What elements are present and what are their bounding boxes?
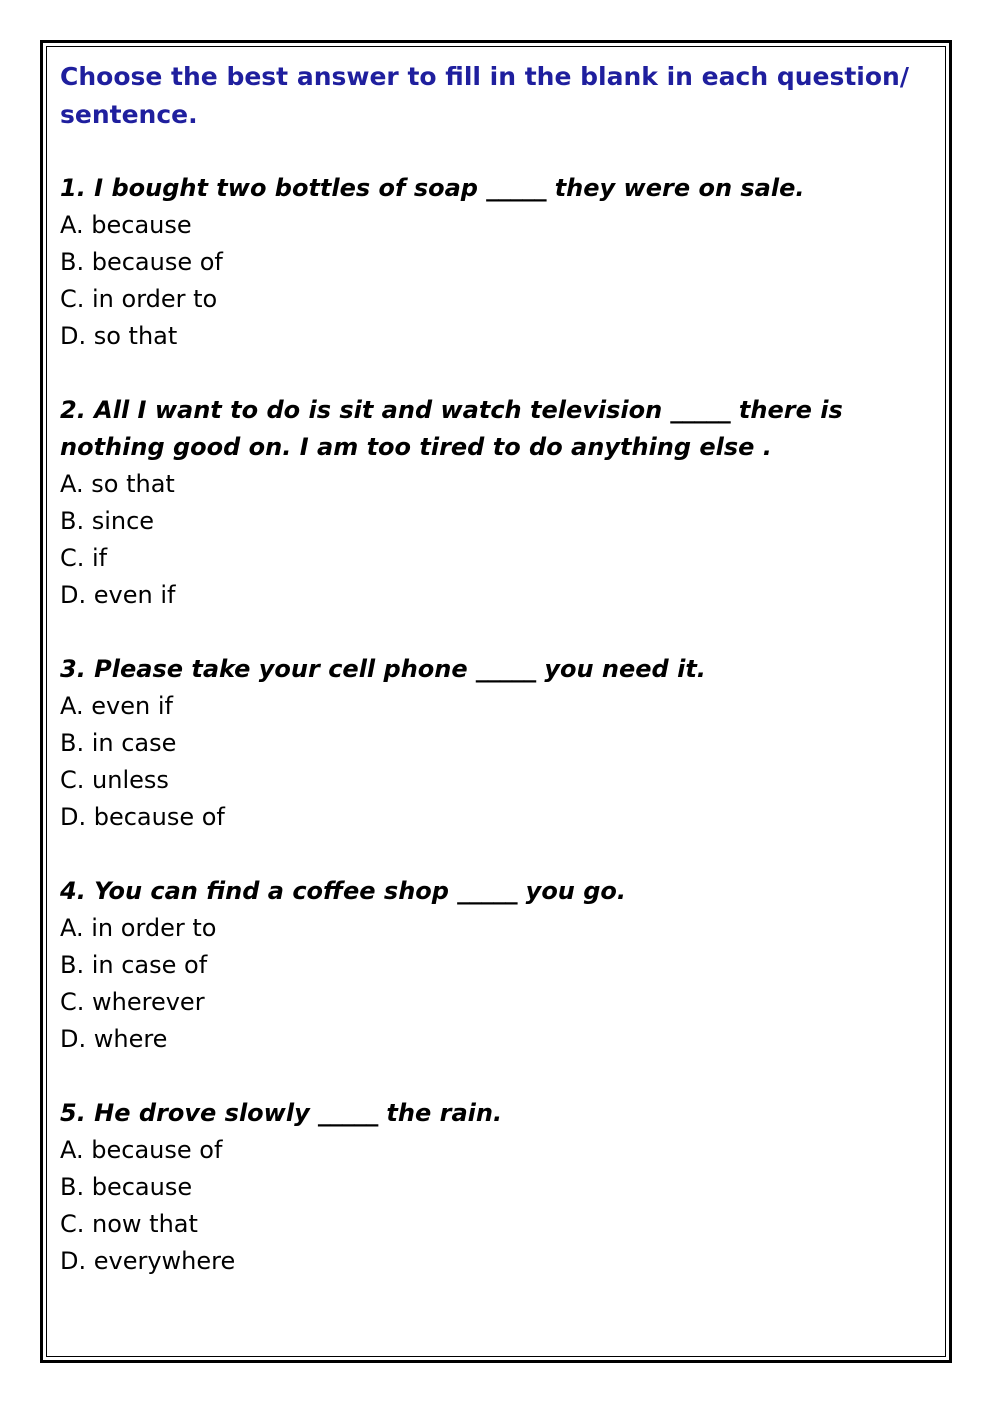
question-5	[60, 1095, 920, 1280]
answer-option: B. because	[60, 1173, 193, 1201]
answer-option: A. even if	[60, 692, 173, 720]
question-3	[60, 651, 920, 836]
question-4	[60, 873, 920, 1058]
answer-option: B. because of	[60, 248, 223, 276]
worksheet-content	[60, 58, 920, 1317]
answer-option: D. because of	[60, 803, 225, 831]
question-text: 5. He drove slowly _____ the rain.	[60, 1099, 503, 1127]
answer-option: C. if	[60, 544, 108, 572]
answer-option: D. everywhere	[60, 1247, 236, 1275]
question-2	[60, 392, 920, 614]
answer-option: C. wherever	[60, 988, 205, 1016]
question-text: 3. Please take your cell phone _____ you need it.	[60, 655, 706, 683]
answer-option: C. unless	[60, 766, 169, 794]
answer-option: A. in order to	[60, 914, 217, 942]
question-text: 1. I bought two bottles of soap _____ they were on sale.	[60, 174, 805, 202]
answer-option: C. in order to	[60, 285, 218, 313]
answer-option: B. since	[60, 507, 155, 535]
answer-option: D. where	[60, 1025, 168, 1053]
question-1	[60, 170, 920, 355]
question-text: 4. You can find a coffee shop _____ you go.	[60, 877, 627, 905]
answer-option: D. even if	[60, 581, 176, 609]
instruction-heading: Choose the best answer to fill in the blank in each question/ sentence.	[60, 62, 909, 129]
answer-option: B. in case	[60, 729, 177, 757]
answer-option: C. now that	[60, 1210, 198, 1238]
answer-option: D. so that	[60, 322, 178, 350]
question-text: 2. All I want to do is sit and watch television _____ there is nothing good on. I am too tired to do anything else .	[60, 396, 843, 461]
answer-option: A. because of	[60, 1136, 223, 1164]
answer-option: A. so that	[60, 470, 175, 498]
answer-option: B. in case of	[60, 951, 208, 979]
answer-option: A. because	[60, 211, 192, 239]
